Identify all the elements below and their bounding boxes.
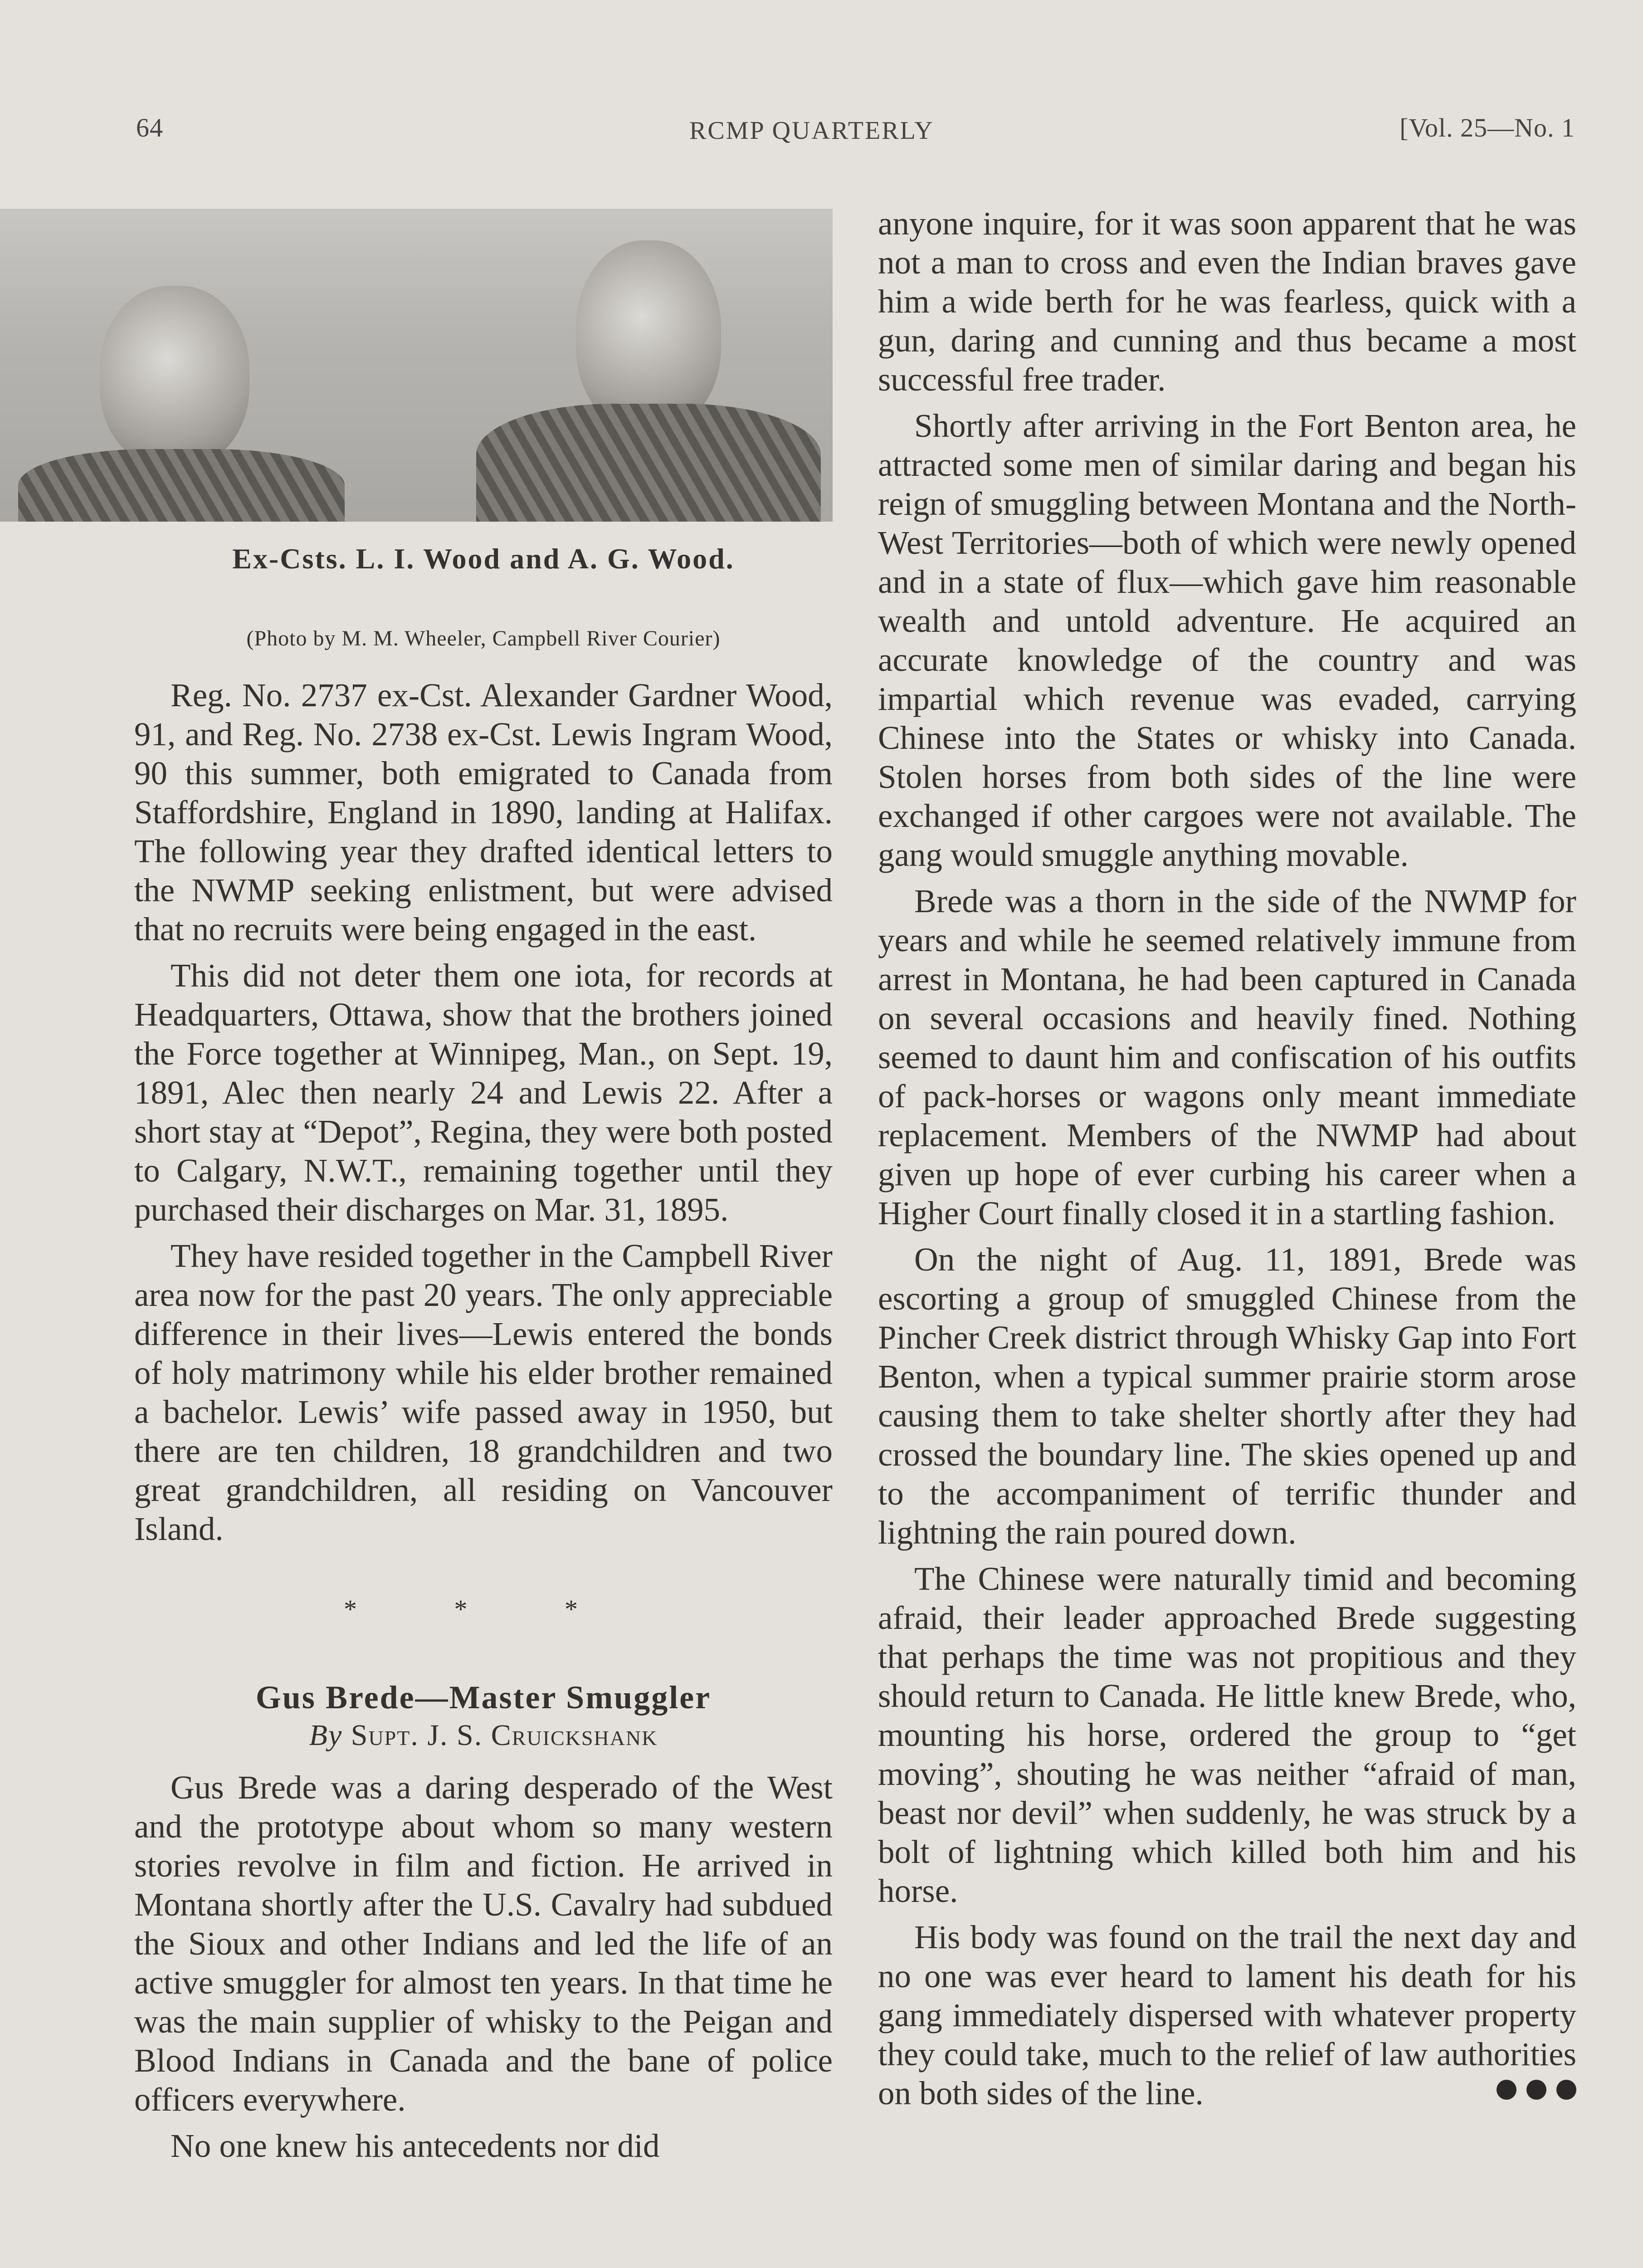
brede-paragraph-4: Brede was a thorn in the side of the NWMP for years and while he seemed relatively immune from arrest in Montana, he had been captured in Canada on several occasions and heavily fined. Nothing seemed to daunt him and confiscation of his outfits of pack-horses or wagons only meant immediate replacement. Members of the NWMP had about given up hope of ever curbing his career when a Higher Court finally closed it in a startling fashion. [878, 883, 1576, 1232]
photo-credit: (Photo by M. M. Wheeler, Campbell River Courier) [246, 626, 721, 650]
wood-paragraph-2: This did not deter them one iota, for records at Headquarters, Ottawa, show that the brothers joined the Force together at Winnipeg, Man., on Sept. 19, 1891, Alec then nearly 24 and Lewis 22. After a short stay at “Depot”, Regina, they were both posted to Calgary, N.W.T., remaining together until they purchased their discharges on Mar. 31, 1895. [134, 957, 833, 1228]
brede-paragraph-3: Shortly after arriving in the Fort Benton area, he attracted some men of similar daring and began his reign of smuggling between Montana and the North-West Territories—both of which were newly opened and in a state of flux—which gave him reasonable wealth and untold adventure. He acquired an accurate knowledge of the country and was impartial which revenue was evaded, carrying Chinese into the States or whisky into Canada. Stolen horses from both sides of the line were exchanged if other cargoes were not available. The gang would smuggle anything movable. [878, 407, 1576, 873]
final-paragraph-wrap [878, 1918, 1576, 2113]
article-byline [134, 1718, 833, 1753]
section-separator: * * * [344, 1594, 623, 1624]
brede-paragraph-6: The Chinese were naturally timid and becoming afraid, their leader approached Brede suggesting that perhaps the time was not propitious and they should return to Canada. He little knew Brede, who, mounting his horse, ordered the group to “get moving”, shouting he was neither “afraid of man, beast nor devil” when suddenly, he was struck by a bolt of lightning which killed both him and his horse. [878, 1560, 1576, 1909]
byline-author: Supt. J. S. Cruickshank [351, 1719, 658, 1752]
end-dot-2 [1526, 2080, 1546, 2100]
brede-paragraph-2-end: anyone inquire, for it was soon apparent that he was not a man to cross and even the Indian braves gave him a wide berth for he was fearless, quick with a gun, daring and cunning and thus became a most successful free trader. [878, 205, 1576, 398]
photo-caption: Ex-Csts. L. I. Wood and A. G. Wood. [232, 543, 735, 575]
portrait-left [82, 277, 336, 522]
wood-paragraph-1: Reg. No. 2737 ex-Cst. Alexander Gardner Wood, 91, and Reg. No. 2738 ex-Cst. Lewis Ingram Wood, 90 this summer, both emigrated to Canada from Staffordshire, England in 1890, landing at Halifax. The following year they drafted identical letters to the NWMP seeking enlistment, but were advised that no recruits were being engaged in the east. [134, 677, 833, 948]
page-number: 64 [136, 113, 163, 142]
page-header [0, 112, 1643, 153]
wood-paragraph-3: They have resided together in the Campbell River area now for the past 20 years. The only appreciable difference in their lives—Lewis entered the bonds of holy matrimony while his elder brother remained a bachelor. Lewis’ wife passed away in 1950, but there are ten children, 18 grandchildren and two great grandchildren, all residing on Vancouver Island. [134, 1237, 833, 1547]
byline-by: By [309, 1719, 343, 1752]
brede-paragraph-7: His body was found on the trail the next day and no one was ever heard to lament his death for his gang immediately dispersed with whatever property they could take, much to the relief of law authorities on both sides of the line. [878, 1919, 1576, 2112]
brede-paragraph-1: Gus Brede was a daring desperado of the West and the prototype about whom so many western stories revolve in film and fiction. He arrived in Montana shortly after the U.S. Cavalry had subdued the Sioux and other Indians and led the life of an active smuggler for almost ten years. In that time he was the main supplier of whisky to the Peigan and Blood Indians in Canada and the bane of police officers everywhere. [134, 1769, 833, 2118]
end-dot-3 [1556, 2080, 1576, 2100]
end-of-article-mark [1487, 2080, 1576, 2102]
brede-paragraph-5: On the night of Aug. 11, 1891, Brede was escorting a group of smuggled Chinese from the Pincher Creek district through Whisky Gap into Fort Benton, when a typical summer prairie storm arose causing them to take shelter shortly after they had crossed the boundary line. The skies opened up and to the accompaniment of terrific thunder and lightning the rain poured down. [878, 1241, 1576, 1551]
portrait-right [467, 213, 830, 522]
volume-label: [Vol. 25—No. 1 [1399, 113, 1575, 142]
running-title: RCMP QUARTERLY [689, 117, 934, 145]
article-title: Gus Brede—Master Smuggler [255, 1679, 712, 1716]
photo-wood-brothers [0, 209, 833, 522]
wood-article [134, 676, 833, 2173]
end-dot-1 [1497, 2080, 1516, 2100]
brede-article-continued [878, 204, 1576, 2120]
brede-paragraph-2-start: No one knew his antecedents nor did [171, 2127, 660, 2164]
